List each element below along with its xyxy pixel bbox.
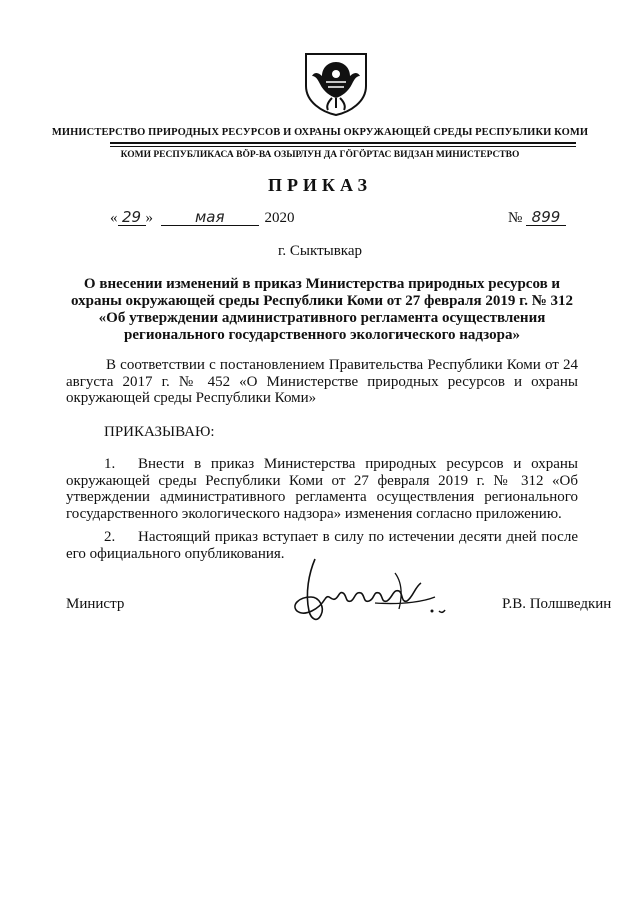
header-rule-thin [110,146,576,147]
date-year: 2020 [264,210,295,226]
number-sign: № [507,210,523,226]
signature-icon [275,553,455,633]
date-month: мая [161,209,259,226]
item-text: Настоящий приказ вступает в силу по истечении десяти дней после его официального опубликования. [66,529,578,562]
coat-of-arms-icon [302,52,370,116]
date-number-row [110,209,580,233]
signer-name: Р.В. Полшведкин [502,596,612,612]
item-text: Внести в приказ Министерства природных ресурсов и охраны окружающей среды Республики Коми от 27 февраля 2019 г. № 312 «Об утверждении административного регламента осуществления регионального государственного экологического надзора» изменения согласно приложению. [66,456,578,522]
date-day: 29 [118,209,146,226]
city: г. Сыктывкар [277,243,363,259]
ministry-name-ru: МИНИСТЕРСТВО ПРИРОДНЫХ РЕСУРСОВ И ОХРАНЫ ОКРУЖАЮЩЕЙ СРЕДЫ РЕСПУБЛИКИ КОМИ [51,127,589,138]
ministry-name-komi: КОМИ РЕСПУБЛИКАСА ВӦР-ВА ОЗЫРЛУН ДА ГӦГӦРТАС ВИДЗАН МИНИСТЕРСТВО [120,150,520,160]
order-heading: О внесении изменений в приказ Министерства природных ресурсов и охраны окружающей среды Республики Коми от 27 февраля 2019 г. № 312 «Об утверждении административного регламента осуществления регионального государственного экологического надзора» [70,276,574,343]
header-rule-thick [110,142,576,144]
orders-word: ПРИКАЗЫВАЮ: [104,424,215,440]
date-open-quote: « [110,210,118,226]
list-item [66,456,578,522]
signer-position: Министр [66,596,125,612]
date-close-quote: » [145,210,153,226]
document-title: ПРИКАЗ [267,175,373,195]
preamble: В соответствии с постановлением Правительства Республики Коми от 24 августа 2017 г. № 452 «О Министерстве природных ресурсов и охраны окружающей среды Республики Коми» [66,357,578,407]
item-number: 2. [104,529,116,545]
item-number: 1. [104,456,116,472]
order-number: 899 [526,209,566,226]
